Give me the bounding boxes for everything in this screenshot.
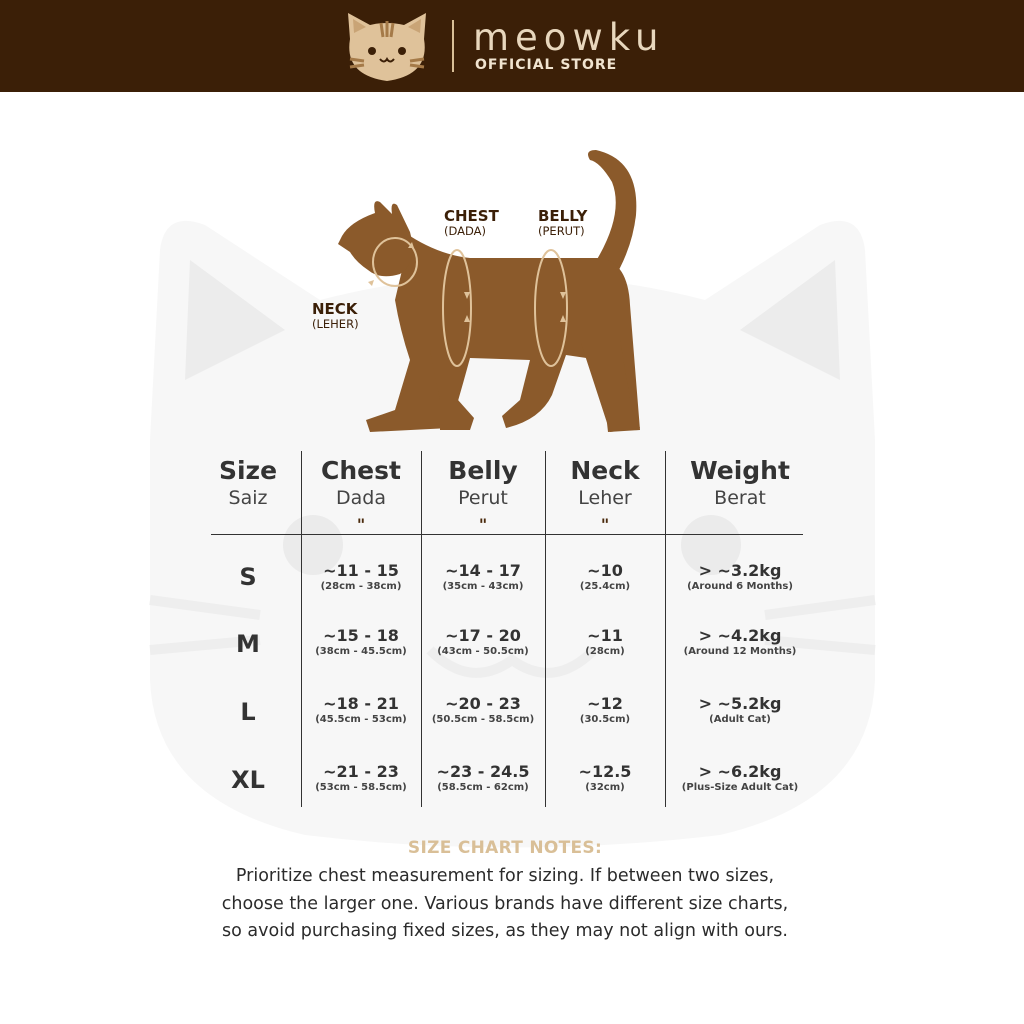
belly-cm: (50.5cm - 58.5cm) <box>431 714 535 725</box>
weight-value: > ~6.2kg <box>698 762 782 781</box>
column-header-belly <box>421 455 545 535</box>
neck-cm: (28cm) <box>585 646 625 657</box>
column-header-chest <box>301 455 421 535</box>
column-header-size <box>208 455 288 509</box>
column-header-en: Weight <box>690 456 790 485</box>
neck-cell <box>545 762 665 795</box>
neck-sub-label: (LEHER) <box>312 317 359 331</box>
weight-note: (Around 6 Months) <box>687 581 793 592</box>
chest-cell <box>301 762 421 795</box>
column-header-unit: " <box>356 515 366 534</box>
neck-cm: (25.4cm) <box>579 581 631 592</box>
notes-line: Prioritize chest measurement for sizing. If between two sizes, <box>235 866 775 886</box>
belly-cm: (58.5cm - 62cm) <box>437 782 529 793</box>
brand-name: meowku <box>473 16 665 59</box>
column-header-id: Saiz <box>228 487 268 509</box>
column-header-neck <box>545 455 665 535</box>
neck-label: NECK <box>312 300 358 318</box>
neck-value: ~11 <box>587 626 623 645</box>
size-label-m: M <box>236 630 260 658</box>
neck-value: ~12.5 <box>578 762 632 781</box>
weight-cell <box>665 762 815 795</box>
chest-label: CHEST <box>444 207 499 225</box>
column-header-weight <box>665 455 815 509</box>
belly-value: ~20 - 23 <box>445 694 521 713</box>
weight-note: (Adult Cat) <box>709 714 771 725</box>
column-header-id: Berat <box>714 487 766 509</box>
column-header-unit: " <box>600 515 610 534</box>
belly-cell <box>421 694 545 727</box>
size-chart-notes-title: SIZE CHART NOTES: <box>407 838 603 858</box>
size-label-s: S <box>239 563 257 591</box>
neck-value: ~10 <box>587 561 623 580</box>
belly-value: ~17 - 20 <box>445 626 521 645</box>
chest-cell <box>301 694 421 727</box>
chest-cm: (45.5cm - 53cm) <box>315 714 407 725</box>
neck-value: ~12 <box>587 694 623 713</box>
belly-cm: (43cm - 50.5cm) <box>437 646 529 657</box>
neck-cm: (32cm) <box>585 782 625 793</box>
neck-cell <box>545 626 665 659</box>
size-label-xl: XL <box>231 766 265 794</box>
belly-cell <box>421 626 545 659</box>
weight-cell <box>665 626 815 659</box>
chest-cm: (38cm - 45.5cm) <box>315 646 407 657</box>
weight-value: > ~4.2kg <box>698 626 782 645</box>
chest-value: ~21 - 23 <box>323 762 399 781</box>
belly-cm: (35cm - 43cm) <box>442 581 524 592</box>
chest-cm: (28cm - 38cm) <box>320 581 402 592</box>
notes-line: choose the larger one. Various brands have different size charts, <box>221 893 789 914</box>
size-label-l: L <box>240 698 256 726</box>
notes-line: so avoid purchasing fixed sizes, as they may not align with ours. <box>222 921 788 941</box>
chest-cell <box>301 626 421 659</box>
belly-value: ~23 - 24.5 <box>436 762 530 781</box>
chest-value: ~11 - 15 <box>323 561 399 580</box>
chest-cm: (53cm - 58.5cm) <box>315 782 407 793</box>
column-header-id: Dada <box>336 487 386 509</box>
belly-cell <box>421 762 545 795</box>
weight-note: (Around 12 Months) <box>683 646 797 657</box>
column-header-en: Belly <box>448 456 518 485</box>
size-chart-notes-body <box>0 863 1010 946</box>
brand-subtitle: OFFICIAL STORE <box>475 57 618 73</box>
column-header-unit: " <box>478 515 488 534</box>
column-header-id: Leher <box>578 487 632 509</box>
belly-sub-label: (PERUT) <box>538 224 585 238</box>
weight-value: > ~5.2kg <box>698 694 782 713</box>
neck-cell <box>545 694 665 727</box>
belly-label: BELLY <box>538 207 588 225</box>
neck-cell <box>545 561 665 594</box>
chest-value: ~18 - 21 <box>323 694 399 713</box>
weight-value: > ~3.2kg <box>698 561 782 580</box>
belly-cell <box>421 561 545 594</box>
column-header-id: Perut <box>458 487 508 509</box>
belly-value: ~14 - 17 <box>445 561 521 580</box>
weight-cell <box>665 561 815 594</box>
column-header-en: Neck <box>570 456 640 485</box>
chest-cell <box>301 561 421 594</box>
neck-cm: (30.5cm) <box>579 714 631 725</box>
chest-sub-label: (DADA) <box>444 224 487 238</box>
column-header-en: Size <box>218 456 278 485</box>
column-header-en: Chest <box>321 456 401 485</box>
chest-value: ~15 - 18 <box>323 626 399 645</box>
weight-cell <box>665 694 815 727</box>
weight-note: (Plus-Size Adult Cat) <box>681 782 799 793</box>
